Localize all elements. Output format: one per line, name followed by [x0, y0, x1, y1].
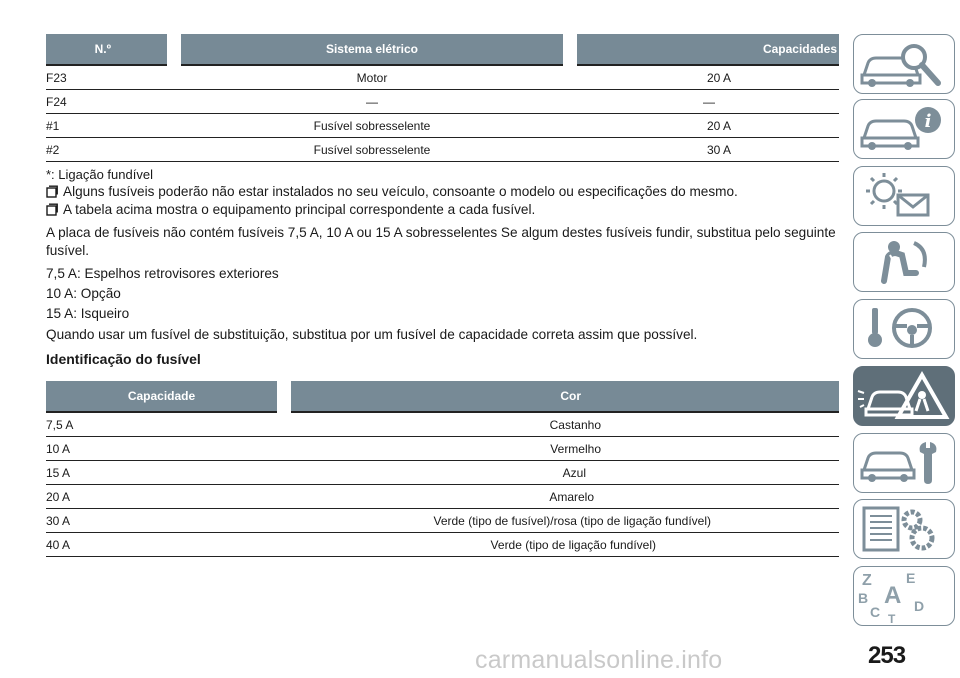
fuse-number: F24: [46, 90, 174, 114]
tab-warning-lights-messages[interactable]: [853, 166, 955, 226]
fuse-number: #1: [46, 114, 174, 138]
fuse-color-table: [46, 381, 839, 557]
fuse-number: #2: [46, 138, 174, 162]
tab-emergency[interactable]: [853, 366, 955, 426]
fuse-color: Verde (tipo de ligação fundível): [284, 533, 839, 557]
color-table-header-capacity: Capacidade: [46, 381, 284, 412]
table-row: [46, 138, 839, 162]
table-row: [46, 461, 839, 485]
fuse-table: [46, 34, 839, 162]
car-breakdown-warning-icon: [854, 367, 954, 425]
tab-car-inspection[interactable]: [853, 34, 955, 94]
fuse-table-header-capacity: Capacidades: [570, 34, 839, 65]
fuse-capacity: 30 A: [46, 509, 284, 533]
bullet-text: A tabela acima mostra o equipamento principal correspondente a cada fusível.: [63, 202, 536, 217]
index-letter: D: [914, 598, 925, 614]
watermark: carmanualsonline.info: [475, 646, 723, 674]
fuse-number: F23: [46, 65, 174, 90]
paragraph-spare-fuses: A placa de fusíveis não contém fusíveis 7,5 A, 10 A ou 15 A sobresselentes Se algum destes fusíveis fundir, substitua pelo seguinte fusível.: [46, 225, 836, 258]
fuse-capacity: 15 A: [46, 461, 284, 485]
fuse-color: Vermelho: [284, 437, 839, 461]
paragraph-7-5a: 7,5 A: Espelhos retrovisores exteriores: [46, 266, 279, 281]
index-letter: A: [884, 582, 902, 609]
fuse-capacity: 30 A: [570, 138, 839, 162]
fuse-capacity: —: [570, 90, 839, 114]
index-letter: C: [870, 604, 881, 620]
list-item: [46, 201, 839, 219]
fuse-capacity: 7,5 A: [46, 412, 284, 437]
checkbox-bullet-icon: [46, 203, 58, 216]
table-row: [46, 485, 839, 509]
steering-wheel-key-icon: [854, 300, 954, 358]
tab-starting-driving[interactable]: [853, 299, 955, 359]
index-letter: E: [906, 570, 916, 586]
tab-safety[interactable]: [853, 232, 955, 292]
tab-maintenance[interactable]: [853, 433, 955, 493]
fuse-system: Motor: [174, 65, 570, 90]
fuse-system: Fusível sobresselente: [174, 114, 570, 138]
bullet-text: Alguns fusíveis poderão não estar instalados no seu veículo, consoante o modelo ou especificações do mesmo.: [63, 184, 738, 199]
paragraph-10a: 10 A: Opção: [46, 286, 121, 301]
index-letter: Z: [862, 572, 872, 589]
section-heading: Identificação do fusível: [46, 351, 201, 367]
footnote: *: Ligação fundível: [46, 167, 153, 182]
list-item: [46, 183, 839, 201]
paragraph-replacement: Quando usar um fusível de substituição, substitua por um fusível de capacidade correta assim que possível.: [46, 327, 698, 342]
fuse-color: Amarelo: [284, 485, 839, 509]
index-letter: B: [858, 590, 869, 606]
tab-car-information[interactable]: [853, 99, 955, 159]
warning-light-message-icon: [854, 167, 954, 225]
fuse-table-header-number: N.º: [46, 34, 174, 65]
fuse-color: Azul: [284, 461, 839, 485]
table-row: [46, 509, 839, 533]
manual-page-content: [46, 34, 839, 557]
table-row: [46, 437, 839, 461]
fuse-system: —: [174, 90, 570, 114]
fuse-color: Verde (tipo de fusível)/rosa (tipo de ligação fundível): [284, 509, 839, 533]
table-row: [46, 114, 839, 138]
car-wrench-icon: [854, 434, 954, 492]
fuse-capacity: 20 A: [570, 114, 839, 138]
fuse-capacity: 20 A: [570, 65, 839, 90]
fuse-capacity: 20 A: [46, 485, 284, 509]
seatbelt-airbag-icon: [854, 233, 954, 291]
fuse-color: Castanho: [284, 412, 839, 437]
index-letter: T: [888, 612, 896, 625]
table-row: [46, 412, 839, 437]
tab-technical-data[interactable]: [853, 499, 955, 559]
paragraph-15a: 15 A: Isqueiro: [46, 306, 130, 321]
table-row: [46, 533, 839, 557]
specs-gear-icon: [854, 500, 954, 558]
fuse-capacity: 40 A: [46, 533, 284, 557]
alphabet-index-icon: [854, 567, 954, 625]
fuse-capacity: 10 A: [46, 437, 284, 461]
table-row: [46, 90, 839, 114]
page-number: 253: [868, 642, 906, 669]
fuse-table-header-system: Sistema elétrico: [174, 34, 570, 65]
color-table-header-color: Cor: [284, 381, 839, 412]
car-info-icon: [854, 100, 954, 158]
table-row: [46, 65, 839, 90]
fuse-system: Fusível sobresselente: [174, 138, 570, 162]
tab-index[interactable]: [853, 566, 955, 626]
car-magnifier-icon: [854, 35, 954, 93]
checkbox-bullet-icon: [46, 185, 58, 198]
svg-text:i: i: [924, 111, 932, 132]
